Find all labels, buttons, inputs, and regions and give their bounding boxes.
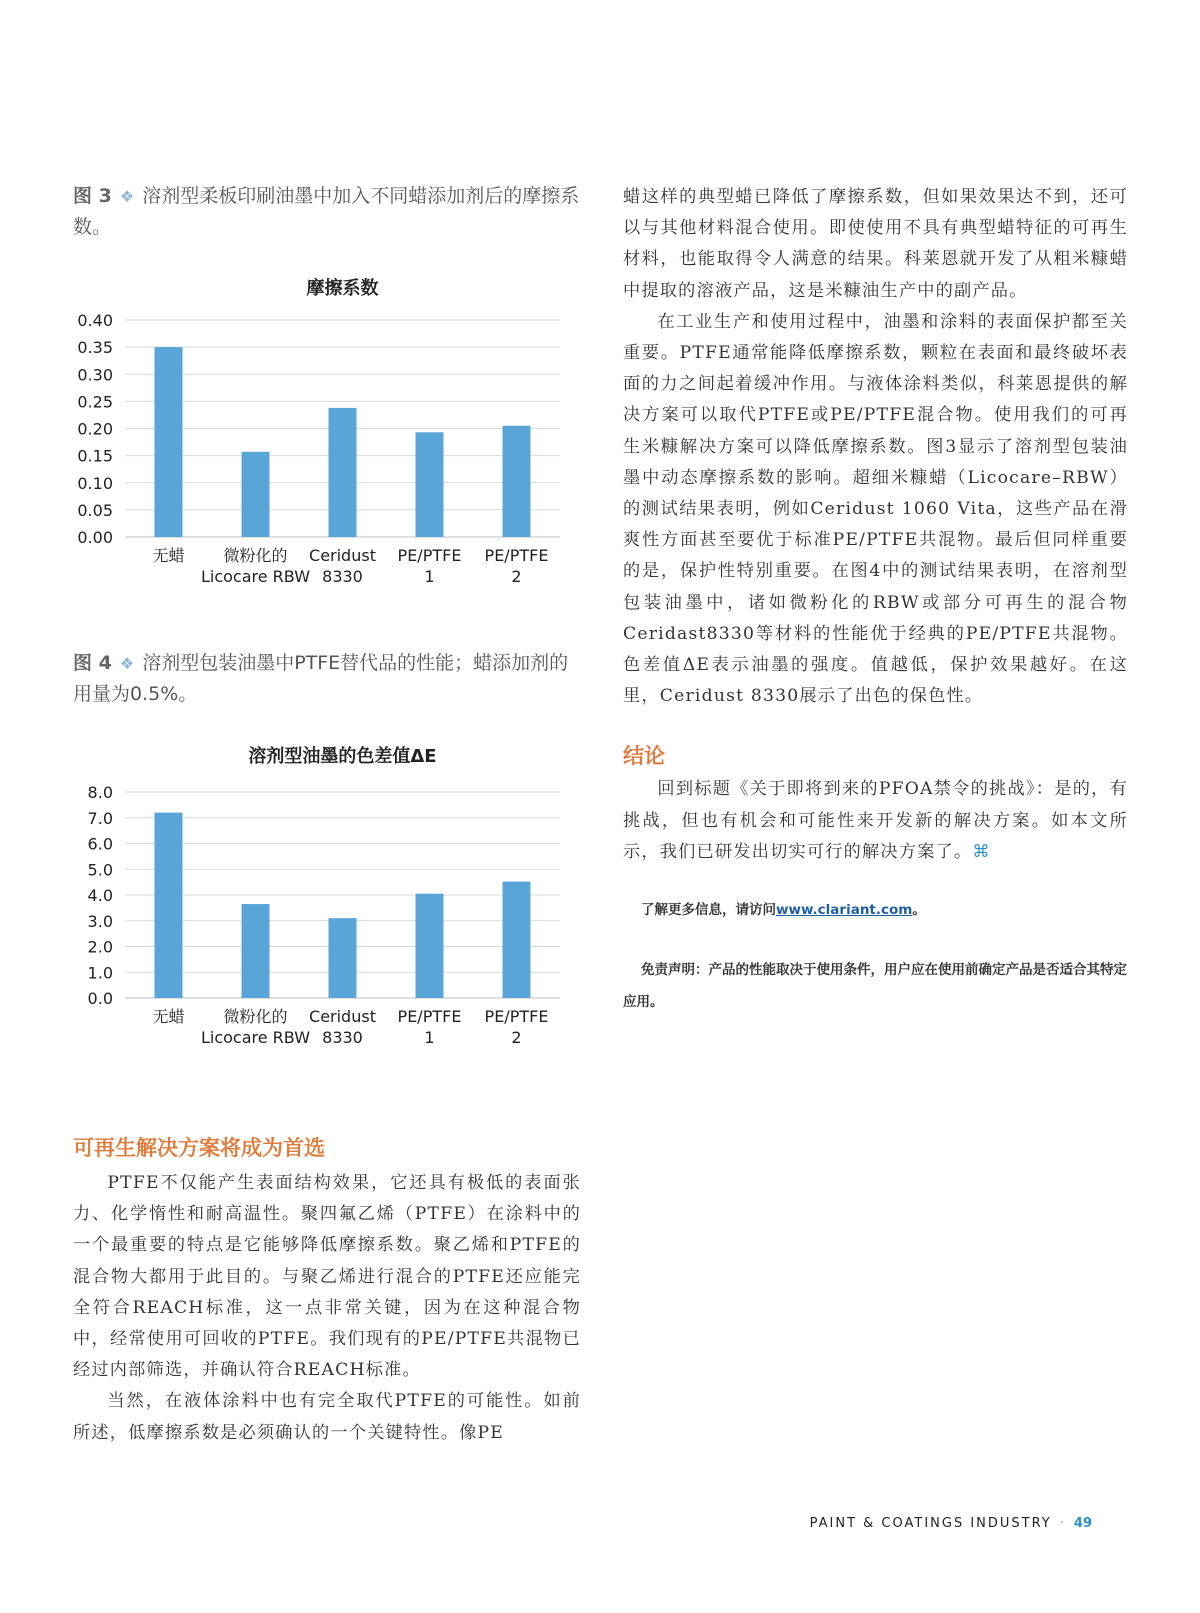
y-tick-label: 3.0 xyxy=(87,911,113,931)
x-tick-label: 2 xyxy=(511,567,522,586)
x-tick-label: Ceridust xyxy=(309,1007,376,1026)
x-tick-label: 1 xyxy=(424,1028,435,1047)
journal-name: PAINT & COATINGS INDUSTRY xyxy=(809,1516,1052,1531)
friction-coefficient-chart xyxy=(70,272,570,592)
figure3-caption-text: 溶剂型柔板印刷油墨中加入不同蜡添加剂后的摩擦系数。 xyxy=(73,185,580,238)
right-paragraph-1: 蜡这样的典型蜡已降低了摩擦系数，但如果效果达不到，还可以与其他材料混合使用。即使使用不具有典型蜡特征的可再生材料，也能取得令人满意的结果。科莱恩就开发了从粗米糠蜡中提取的溶液产品，这是米糠油生产中的副产品。 xyxy=(623,187,1128,301)
y-tick-label: 0.20 xyxy=(77,419,113,439)
end-mark-icon: ⌘ xyxy=(972,841,991,862)
chart-title: 溶剂型油墨的色差值ΔE xyxy=(248,746,437,767)
y-tick-label: 0.40 xyxy=(77,311,113,330)
y-tick-label: 0.15 xyxy=(77,446,113,466)
conclusion-heading: 结论 xyxy=(623,744,665,769)
x-tick-label: 微粉化的 xyxy=(223,1007,288,1026)
y-tick-label: 4.0 xyxy=(87,886,113,905)
x-tick-label: 无蜡 xyxy=(152,1007,185,1026)
bar xyxy=(329,918,357,998)
y-tick-label: 0.35 xyxy=(77,338,113,358)
bar xyxy=(416,894,444,998)
bar xyxy=(242,452,270,537)
bar xyxy=(155,813,183,998)
x-tick-label: PE/PTFE xyxy=(397,1007,462,1026)
x-tick-label: PE/PTFE xyxy=(484,1007,549,1026)
figure4-caption-text: 溶剂型包装油墨中PTFE替代品的性能；蜡添加剂的用量为0.5%。 xyxy=(73,652,569,705)
x-tick-label: Licocare RBW xyxy=(200,567,311,586)
x-tick-label: 2 xyxy=(511,1028,522,1047)
color-difference-chart xyxy=(70,740,570,1055)
y-tick-label: 0.30 xyxy=(77,365,113,385)
figure4-number: 图 4 xyxy=(73,652,112,674)
conclusion-text: 回到标题《关于即将到来的PFOA禁令的挑战》：是的，有挑战，但也有机会和可能性来开发新的解决方案。如本文所示，我们已研发出切实可行的解决方案了。 xyxy=(623,779,1128,862)
y-tick-label: 7.0 xyxy=(87,808,113,828)
diamond-bullet-icon: ❖ xyxy=(119,187,135,206)
x-tick-label: 8330 xyxy=(322,1028,363,1047)
y-tick-label: 8.0 xyxy=(87,783,113,802)
y-tick-label: 0.25 xyxy=(77,392,113,412)
renewable-section xyxy=(73,1132,581,1449)
x-tick-label: 微粉化的 xyxy=(223,546,288,565)
y-tick-label: 0.00 xyxy=(77,528,113,547)
y-tick-label: 1.0 xyxy=(87,963,113,983)
clariant-link[interactable]: www.clariant.com xyxy=(776,902,913,919)
y-tick-label: 2.0 xyxy=(87,937,113,957)
figure4-caption xyxy=(73,648,581,709)
bar xyxy=(155,347,183,537)
footer-separator: · xyxy=(1059,1516,1066,1531)
more-info-prefix: 了解更多信息，请访问 xyxy=(641,902,776,919)
renewable-paragraph-1: PTFE不仅能产生表面结构效果，它还具有极低的表面张力、化学惰性和耐高温性。聚四氟乙烯（PTFE）在涂料中的一个最重要的特点是它能够降低摩擦系数。聚乙烯和PTFE的混合物大都用于此目的。与聚乙烯进行混合的PTFE还应能完全符合REACH标准，这一点非常关键，因为在这种混合物中，经常使用可回收的PTFE。我们现有的PE/PTFE共混物已经过内部筛选，并确认符合REACH标准。 xyxy=(73,1173,581,1381)
y-tick-label: 0.0 xyxy=(87,989,113,1008)
diamond-bullet-icon: ❖ xyxy=(119,654,135,673)
y-tick-label: 5.0 xyxy=(87,860,113,880)
y-tick-label: 6.0 xyxy=(87,834,113,854)
more-info-suffix: 。 xyxy=(912,902,926,919)
figure3-number: 图 3 xyxy=(73,185,112,207)
friction-coefficient-chart-svg xyxy=(70,272,570,592)
conclusion-paragraph xyxy=(623,774,1128,868)
x-tick-label: 8330 xyxy=(322,567,363,586)
bar xyxy=(416,432,444,537)
figure3-caption xyxy=(73,181,581,242)
y-tick-label: 0.10 xyxy=(77,473,113,493)
page-number: 49 xyxy=(1073,1516,1092,1531)
chart-title: 摩擦系数 xyxy=(306,278,379,299)
x-tick-label: PE/PTFE xyxy=(484,546,549,565)
color-difference-chart-svg xyxy=(70,740,570,1055)
renewable-section-heading: 可再生解决方案将成为首选 xyxy=(73,1136,325,1160)
right-paragraph-2: 在工业生产和使用过程中，油墨和涂料的表面保护都至关重要。PTFE通常能降低摩擦系数，颗粒在表面和最终破坏表面的力之间起着缓冲作用。与液体涂料类似，科莱恩提供的解决方案可以取代PTFE或PE/PTFE混合物。使用我们的可再生米糠解决方案可以降低摩擦系数。图3显示了溶剂型包装油墨中动态摩擦系数的影响。超细米糠蜡（Licocare–RBW）的测试结果表明，例如Ceridust 1060 Vita，这些产品在滑爽性方面甚至要优于标准PE/PTFE共混物。最后但同样重要的是，保护性特别重要。在图4中的测试结果表明，在溶剂型包装油墨中，诸如微粉化的RBW或部分可再生的混合物Ceridast8330等材料的性能优于经典的PE/PTFE共混物。色差值ΔE表示油墨的强度。值越低，保护效果越好。在这里，Ceridust 8330展示了出色的保色性。 xyxy=(623,311,1128,707)
x-tick-label: Licocare RBW xyxy=(200,1028,311,1047)
renewable-paragraph-2: 当然，在液体涂料中也有完全取代PTFE的可能性。如前所述，低摩擦系数是必须确认的一个关键特性。像PE xyxy=(73,1391,581,1443)
more-info-note xyxy=(623,894,1128,926)
bar xyxy=(503,426,531,537)
y-tick-label: 0.05 xyxy=(77,500,113,520)
x-tick-label: PE/PTFE xyxy=(397,546,462,565)
disclaimer-note: 免责声明：产品的性能取决于使用条件，用户应在使用前确定产品是否适合其特定应用。 xyxy=(623,962,1127,1011)
x-tick-label: Ceridust xyxy=(309,546,376,565)
bar xyxy=(242,904,270,998)
x-tick-label: 无蜡 xyxy=(152,546,185,565)
page-footer xyxy=(810,1516,1092,1531)
x-tick-label: 1 xyxy=(424,567,435,586)
right-column xyxy=(623,182,1128,1018)
bar xyxy=(329,408,357,537)
bar xyxy=(503,882,531,998)
